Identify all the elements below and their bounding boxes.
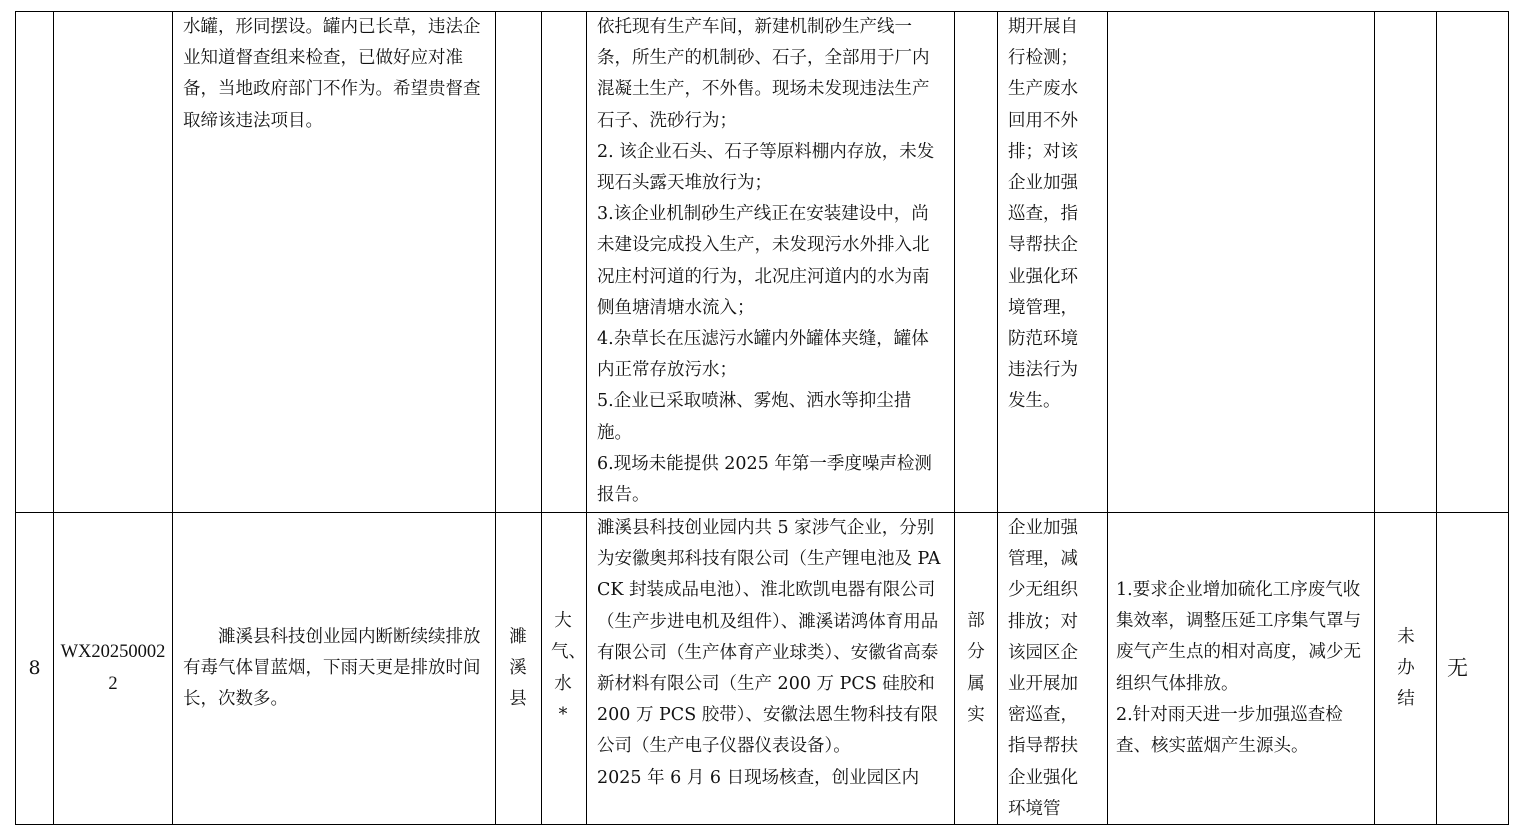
handling-text: 企业加强管理，减少无组织排放；对该园区企业开展加密巡查，指导帮扶企业强化环境管 (1008, 518, 1078, 819)
row8-complaint-cell (183, 513, 486, 824)
column-divider (997, 11, 998, 825)
finding-line: 4.杂草长在压滤污水罐内外罐体夹缝，罐体内正常存放污水； (597, 329, 929, 381)
column-divider (954, 11, 955, 825)
finding-line: 依托现有生产车间，新建机制砂生产线一条，所生产的机制砂、石子，全部用于厂内混凝土生产，不外售。现场未发现违法生产石子、洗砂行为； (597, 17, 930, 131)
column-divider (586, 11, 587, 825)
rectification-line: 1.要求企业增加硫化工序废气收集效率，调整压延工序集气罩与废气产生点的相对高度，减少无组织气体排放。 (1116, 579, 1361, 694)
finding-line: 2. 该企业石头、石子等原料棚内存放，未发现石头露天堆放行为； (597, 141, 935, 194)
finding-line: 2025 年 6 月 6 日现场核查，创业园区内 (597, 767, 920, 788)
finding-line: 6.现场未能提供 2025 年第一季度噪声检测报告。 (597, 453, 932, 506)
row8-handling-cell (1008, 513, 1094, 825)
row8-verdict-cell (964, 513, 988, 824)
finding-line: 3.该企业机制砂生产线正在安装建设中，尚未建设完成投入生产，未发现污水外排入北况庄村河道的行为，北况庄河道内的水为南侧鱼塘清塘水流入； (597, 204, 930, 318)
column-divider (1508, 11, 1509, 825)
column-divider (541, 11, 542, 825)
row8-status-cell (1395, 513, 1417, 824)
pollution-category: 大气、水* (551, 611, 586, 725)
prev-row-complaint-cell (183, 12, 486, 137)
row8-county-cell (506, 513, 530, 824)
column-divider (1374, 11, 1375, 825)
table-bottom-border (15, 824, 1509, 825)
prev-row-findings-cell (597, 12, 945, 511)
row8-category-cell (551, 513, 586, 824)
column-divider (1107, 11, 1108, 825)
column-divider (53, 11, 54, 825)
rectification-line: 2.针对雨天进一步加强巡查检查、核实蓝烟产生源头。 (1116, 704, 1343, 756)
row8-findings-cell (597, 513, 945, 794)
column-divider (1436, 11, 1437, 825)
complaint-text: 濉溪县科技创业园内断断续续排放有毒气体冒蓝烟，下雨天更是排放时间长，次数多。 (183, 626, 481, 710)
finding-line: 濉溪县科技创业园内共 5 家涉气企业，分别为安徽奥邦科技有限公司（生产锂电池及 PACK 封装成品电池）、淮北欧凯电器有限公司（生产步进电机及组件）、濉溪诺鸿体育用品有限公司（生产体育产业球类）、安徽省高泰新材料有限公司（生产 200 万 PCS 硅胶和 200 万 PCS 胶带）、安徽法恩生物科技有限公司（生产电子仪器仪表设备）。 (597, 518, 941, 757)
finding-line: 5.企业已采取喷淋、雾炮、洒水等抑尘措施。 (597, 391, 912, 443)
column-divider (172, 11, 173, 825)
column-divider (495, 11, 496, 825)
complaint-code: WX202500022 (60, 642, 166, 694)
accountability-text: 无 (1447, 655, 1468, 680)
complaint-text: 水罐，形同摆设。罐内已长草，违法企业知道督查组来检查，已做好应对准备，当地政府部门不作为。希望贵督查取缔该违法项目。 (183, 17, 481, 131)
seq-number: 8 (28, 656, 41, 679)
row8-code-cell (60, 513, 166, 824)
prev-row-handling-cell (1008, 12, 1094, 418)
handling-text: 期开展自行检测；生产废水回用不外排；对该企业加强巡查，指导帮扶企业强化环境管理，防范环境违法行为发生。 (1008, 17, 1078, 412)
status-text: 未办结 (1397, 626, 1415, 710)
verdict-text: 部分属实 (967, 611, 985, 725)
row8-seq-cell (16, 513, 53, 824)
county-name: 濉溪县 (509, 626, 527, 710)
row8-accountability-cell (1447, 513, 1497, 824)
row8-rectification-cell (1116, 513, 1366, 824)
